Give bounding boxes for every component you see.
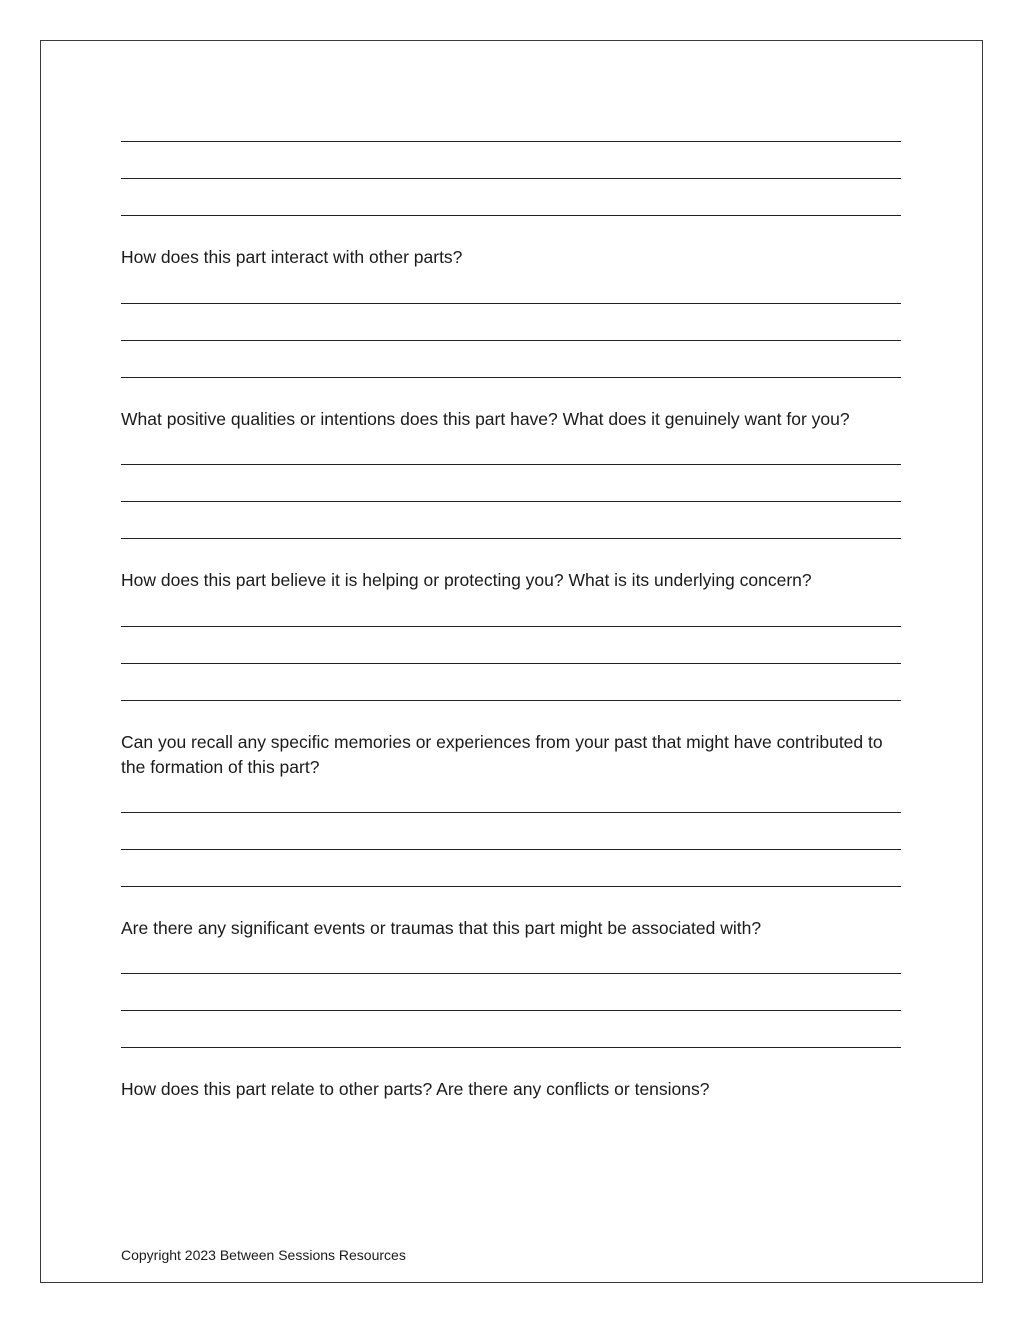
answer-line[interactable] [121,303,901,304]
question-relate-other-parts: How does this part relate to other parts? Are there any conflicts or tensions? [121,1079,710,1099]
answer-line[interactable] [121,340,901,341]
question-interact-other-parts: How does this part interact with other parts? [121,247,463,267]
answer-line[interactable] [121,700,901,701]
answer-line[interactable] [121,178,901,179]
answer-line[interactable] [121,501,901,502]
answer-line[interactable] [121,663,901,664]
answer-line[interactable] [121,973,901,974]
question-helping-protecting: How does this part believe it is helping or protecting you? What is its underlying concern? [121,570,812,590]
question-events-traumas: Are there any significant events or traumas that this part might be associated with? [121,918,762,938]
question-positive-qualities: What positive qualities or intentions does this part have? What does it genuinely want for you? [121,409,850,429]
answer-line[interactable] [121,377,901,378]
answer-line[interactable] [121,626,901,627]
answer-line[interactable] [121,849,901,850]
question-memories-experiences: Can you recall any specific memories or experiences from your past that might have contributed to the formation of this part? [121,732,883,777]
answer-line[interactable] [121,1010,901,1011]
answer-line[interactable] [121,538,901,539]
answer-line[interactable] [121,141,901,142]
answer-line[interactable] [121,464,901,465]
answer-line[interactable] [121,886,901,887]
answer-line[interactable] [121,1047,901,1048]
answer-line[interactable] [121,812,901,813]
copyright-footer: Copyright 2023 Between Sessions Resources [121,1247,406,1263]
answer-line[interactable] [121,215,901,216]
